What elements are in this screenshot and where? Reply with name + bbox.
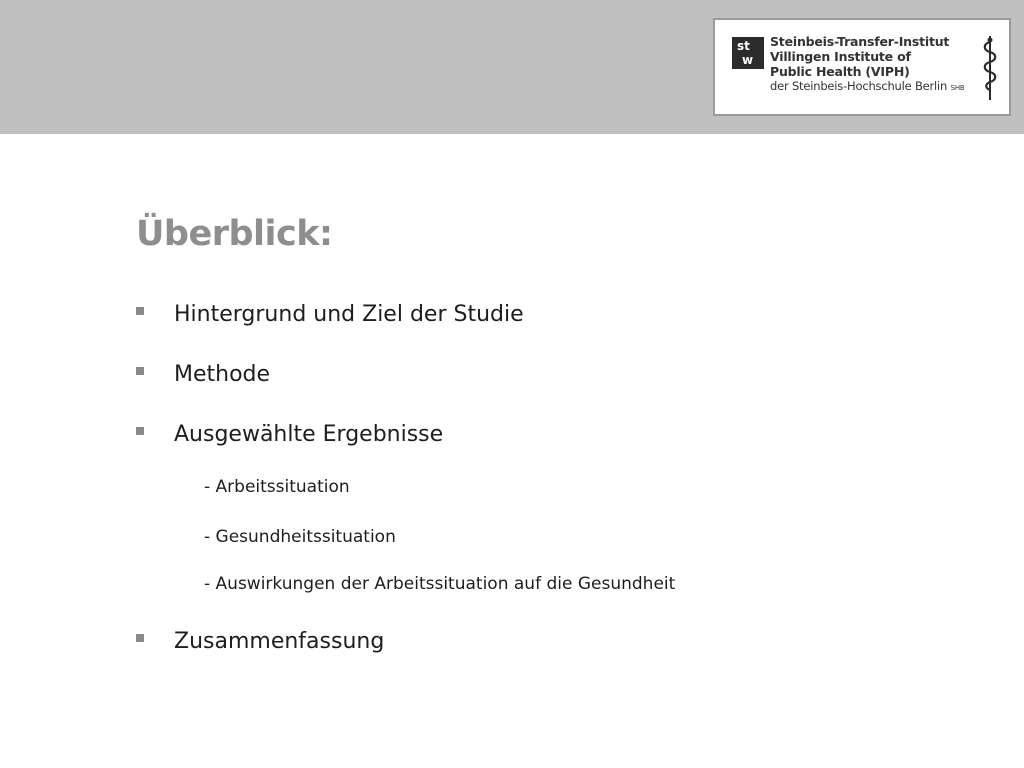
logo-line-1: Steinbeis-Transfer-Institut (770, 34, 950, 49)
bullet-square-icon (136, 367, 144, 375)
bullet-square-icon (136, 634, 144, 642)
logo-text (770, 34, 980, 96)
logo-line-2: Villingen Institute of (770, 49, 911, 64)
logo-line-4-suffix: SHB (950, 84, 965, 92)
stw-logo-mark (732, 37, 764, 69)
header-band (0, 0, 1024, 134)
bullet-item (136, 359, 270, 389)
logo-line-4 (770, 79, 980, 96)
bullet-text: Methode (174, 361, 271, 387)
bullet-text: Ausgewählte Ergebnisse (174, 421, 444, 447)
bullet-square-icon (136, 307, 144, 315)
slide-title: Überblick: (136, 214, 333, 254)
bullet-item (136, 626, 384, 656)
bullet-text: Zusammenfassung (174, 628, 385, 654)
bullet-square-icon (136, 427, 144, 435)
sub-item: - Gesundheitssituation (204, 527, 396, 547)
sub-item: - Arbeitssituation (204, 477, 350, 497)
logo-line-4-text: der Steinbeis-Hochschule Berlin (770, 79, 948, 93)
logo-line-3: Public Health (VIPH) (770, 64, 910, 79)
logo-mark-bottom: w (742, 53, 754, 67)
bullet-item (136, 419, 443, 449)
bullet-text: Hintergrund und Ziel der Studie (174, 301, 524, 327)
aesculap-staff-icon (979, 34, 1001, 102)
sub-item: - Auswirkungen der Arbeitssituation auf die Gesundheit (204, 574, 676, 594)
bullet-item (136, 299, 524, 329)
logo-mark-top: st (737, 39, 750, 53)
institute-logo (713, 18, 1011, 116)
